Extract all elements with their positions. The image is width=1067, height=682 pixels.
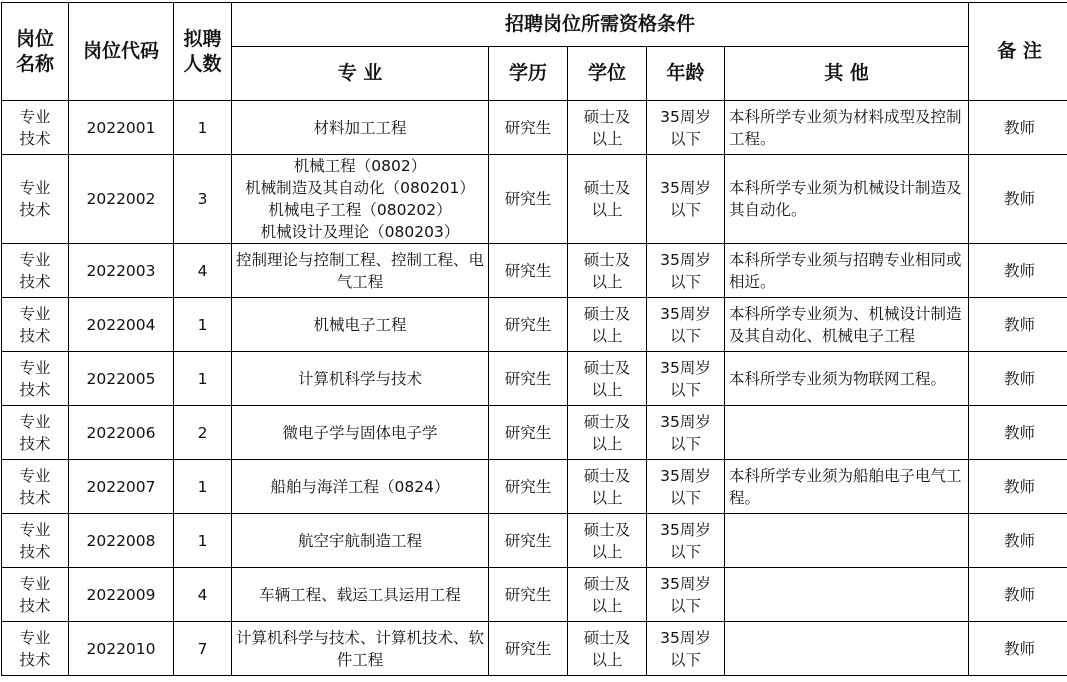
table-body (2, 101, 1067, 676)
major-cell: 航空宇航制造工程 (232, 514, 489, 568)
major-cell: 船舶与海洋工程（0824） (232, 460, 489, 514)
age-cell: 35周岁以下 (647, 622, 725, 676)
post-name-cell: 专业技术 (2, 514, 69, 568)
header-post-code: 岗位代码 (69, 3, 174, 101)
header-age: 年龄 (647, 47, 725, 101)
post-code-cell: 2022007 (69, 460, 174, 514)
post-name-cell: 专业技术 (2, 460, 69, 514)
other-cell (725, 568, 969, 622)
table-row (2, 460, 1067, 514)
education-cell: 研究生 (489, 352, 568, 406)
education-cell: 研究生 (489, 460, 568, 514)
post-name-cell: 专业技术 (2, 352, 69, 406)
header-major: 专 业 (232, 47, 489, 101)
table-row (2, 568, 1067, 622)
age-cell: 35周岁以下 (647, 352, 725, 406)
education-cell: 研究生 (489, 406, 568, 460)
table-row (2, 101, 1067, 155)
post-code-cell: 2022002 (69, 155, 174, 244)
education-cell: 研究生 (489, 298, 568, 352)
major-cell: 材料加工工程 (232, 101, 489, 155)
education-cell: 研究生 (489, 622, 568, 676)
count-cell: 2 (174, 406, 232, 460)
age-cell: 35周岁以下 (647, 406, 725, 460)
major-cell: 计算机科学与技术 (232, 352, 489, 406)
degree-cell: 硕士及以上 (568, 568, 647, 622)
education-cell: 研究生 (489, 244, 568, 298)
degree-cell: 硕士及以上 (568, 244, 647, 298)
header-count: 拟聘人数 (174, 3, 232, 101)
other-cell: 本科所学专业须为材料成型及控制工程。 (725, 101, 969, 155)
header-post-name: 岗位名称 (2, 3, 69, 101)
table-row (2, 298, 1067, 352)
other-cell (725, 622, 969, 676)
major-cell: 控制理论与控制工程、控制工程、电气工程 (232, 244, 489, 298)
count-cell: 3 (174, 155, 232, 244)
education-cell: 研究生 (489, 101, 568, 155)
major-cell: 车辆工程、载运工具运用工程 (232, 568, 489, 622)
remark-cell: 教师 (969, 568, 1067, 622)
remark-cell: 教师 (969, 514, 1067, 568)
remark-cell: 教师 (969, 101, 1067, 155)
post-code-cell: 2022009 (69, 568, 174, 622)
remark-cell: 教师 (969, 406, 1067, 460)
count-cell: 1 (174, 460, 232, 514)
post-name-cell: 专业技术 (2, 244, 69, 298)
count-cell: 1 (174, 352, 232, 406)
header-remark: 备 注 (969, 3, 1067, 101)
table-row (2, 244, 1067, 298)
post-name-cell: 专业技术 (2, 622, 69, 676)
count-cell: 1 (174, 514, 232, 568)
other-cell (725, 406, 969, 460)
header-degree: 学位 (568, 47, 647, 101)
post-name-cell: 专业技术 (2, 155, 69, 244)
age-cell: 35周岁以下 (647, 298, 725, 352)
post-name-cell: 专业技术 (2, 298, 69, 352)
education-cell: 研究生 (489, 568, 568, 622)
age-cell: 35周岁以下 (647, 101, 725, 155)
degree-cell: 硕士及以上 (568, 514, 647, 568)
remark-cell: 教师 (969, 298, 1067, 352)
post-code-cell: 2022006 (69, 406, 174, 460)
remark-cell: 教师 (969, 352, 1067, 406)
degree-cell: 硕士及以上 (568, 622, 647, 676)
remark-cell: 教师 (969, 155, 1067, 244)
degree-cell: 硕士及以上 (568, 298, 647, 352)
age-cell: 35周岁以下 (647, 568, 725, 622)
remark-cell: 教师 (969, 622, 1067, 676)
post-code-cell: 2022010 (69, 622, 174, 676)
header-other: 其 他 (725, 47, 969, 101)
major-cell: 机械工程（0802） 机械制造及其自动化（080201） 机械电子工程（080202） 机械设计及理论（080203） (232, 155, 489, 244)
education-cell: 研究生 (489, 155, 568, 244)
other-cell: 本科所学专业须为、机械设计制造及其自动化、机械电子工程 (725, 298, 969, 352)
table-row (2, 406, 1067, 460)
post-code-cell: 2022004 (69, 298, 174, 352)
other-cell: 本科所学专业须为机械设计制造及其自动化。 (725, 155, 969, 244)
degree-cell: 硕士及以上 (568, 460, 647, 514)
table-row (2, 155, 1067, 244)
post-code-cell: 2022005 (69, 352, 174, 406)
post-name-cell: 专业技术 (2, 568, 69, 622)
header-qualifications: 招聘岗位所需资格条件 (232, 3, 969, 47)
table-row (2, 352, 1067, 406)
table-row (2, 622, 1067, 676)
degree-cell: 硕士及以上 (568, 352, 647, 406)
degree-cell: 硕士及以上 (568, 155, 647, 244)
recruitment-table (1, 2, 1067, 676)
age-cell: 35周岁以下 (647, 155, 725, 244)
count-cell: 4 (174, 244, 232, 298)
remark-cell: 教师 (969, 460, 1067, 514)
table-row (2, 514, 1067, 568)
remark-cell: 教师 (969, 244, 1067, 298)
post-name-cell: 专业技术 (2, 101, 69, 155)
degree-cell: 硕士及以上 (568, 406, 647, 460)
other-cell: 本科所学专业须为船舶电子电气工程。 (725, 460, 969, 514)
major-cell: 微电子学与固体电子学 (232, 406, 489, 460)
other-cell (725, 514, 969, 568)
major-cell: 机械电子工程 (232, 298, 489, 352)
major-cell: 计算机科学与技术、计算机技术、软件工程 (232, 622, 489, 676)
age-cell: 35周岁以下 (647, 244, 725, 298)
post-name-cell: 专业技术 (2, 406, 69, 460)
post-code-cell: 2022003 (69, 244, 174, 298)
education-cell: 研究生 (489, 514, 568, 568)
count-cell: 7 (174, 622, 232, 676)
other-cell: 本科所学专业须为物联网工程。 (725, 352, 969, 406)
count-cell: 1 (174, 101, 232, 155)
post-code-cell: 2022008 (69, 514, 174, 568)
age-cell: 35周岁以下 (647, 514, 725, 568)
degree-cell: 硕士及以上 (568, 101, 647, 155)
count-cell: 4 (174, 568, 232, 622)
count-cell: 1 (174, 298, 232, 352)
age-cell: 35周岁以下 (647, 460, 725, 514)
header-education: 学历 (489, 47, 568, 101)
post-code-cell: 2022001 (69, 101, 174, 155)
other-cell: 本科所学专业须与招聘专业相同或相近。 (725, 244, 969, 298)
